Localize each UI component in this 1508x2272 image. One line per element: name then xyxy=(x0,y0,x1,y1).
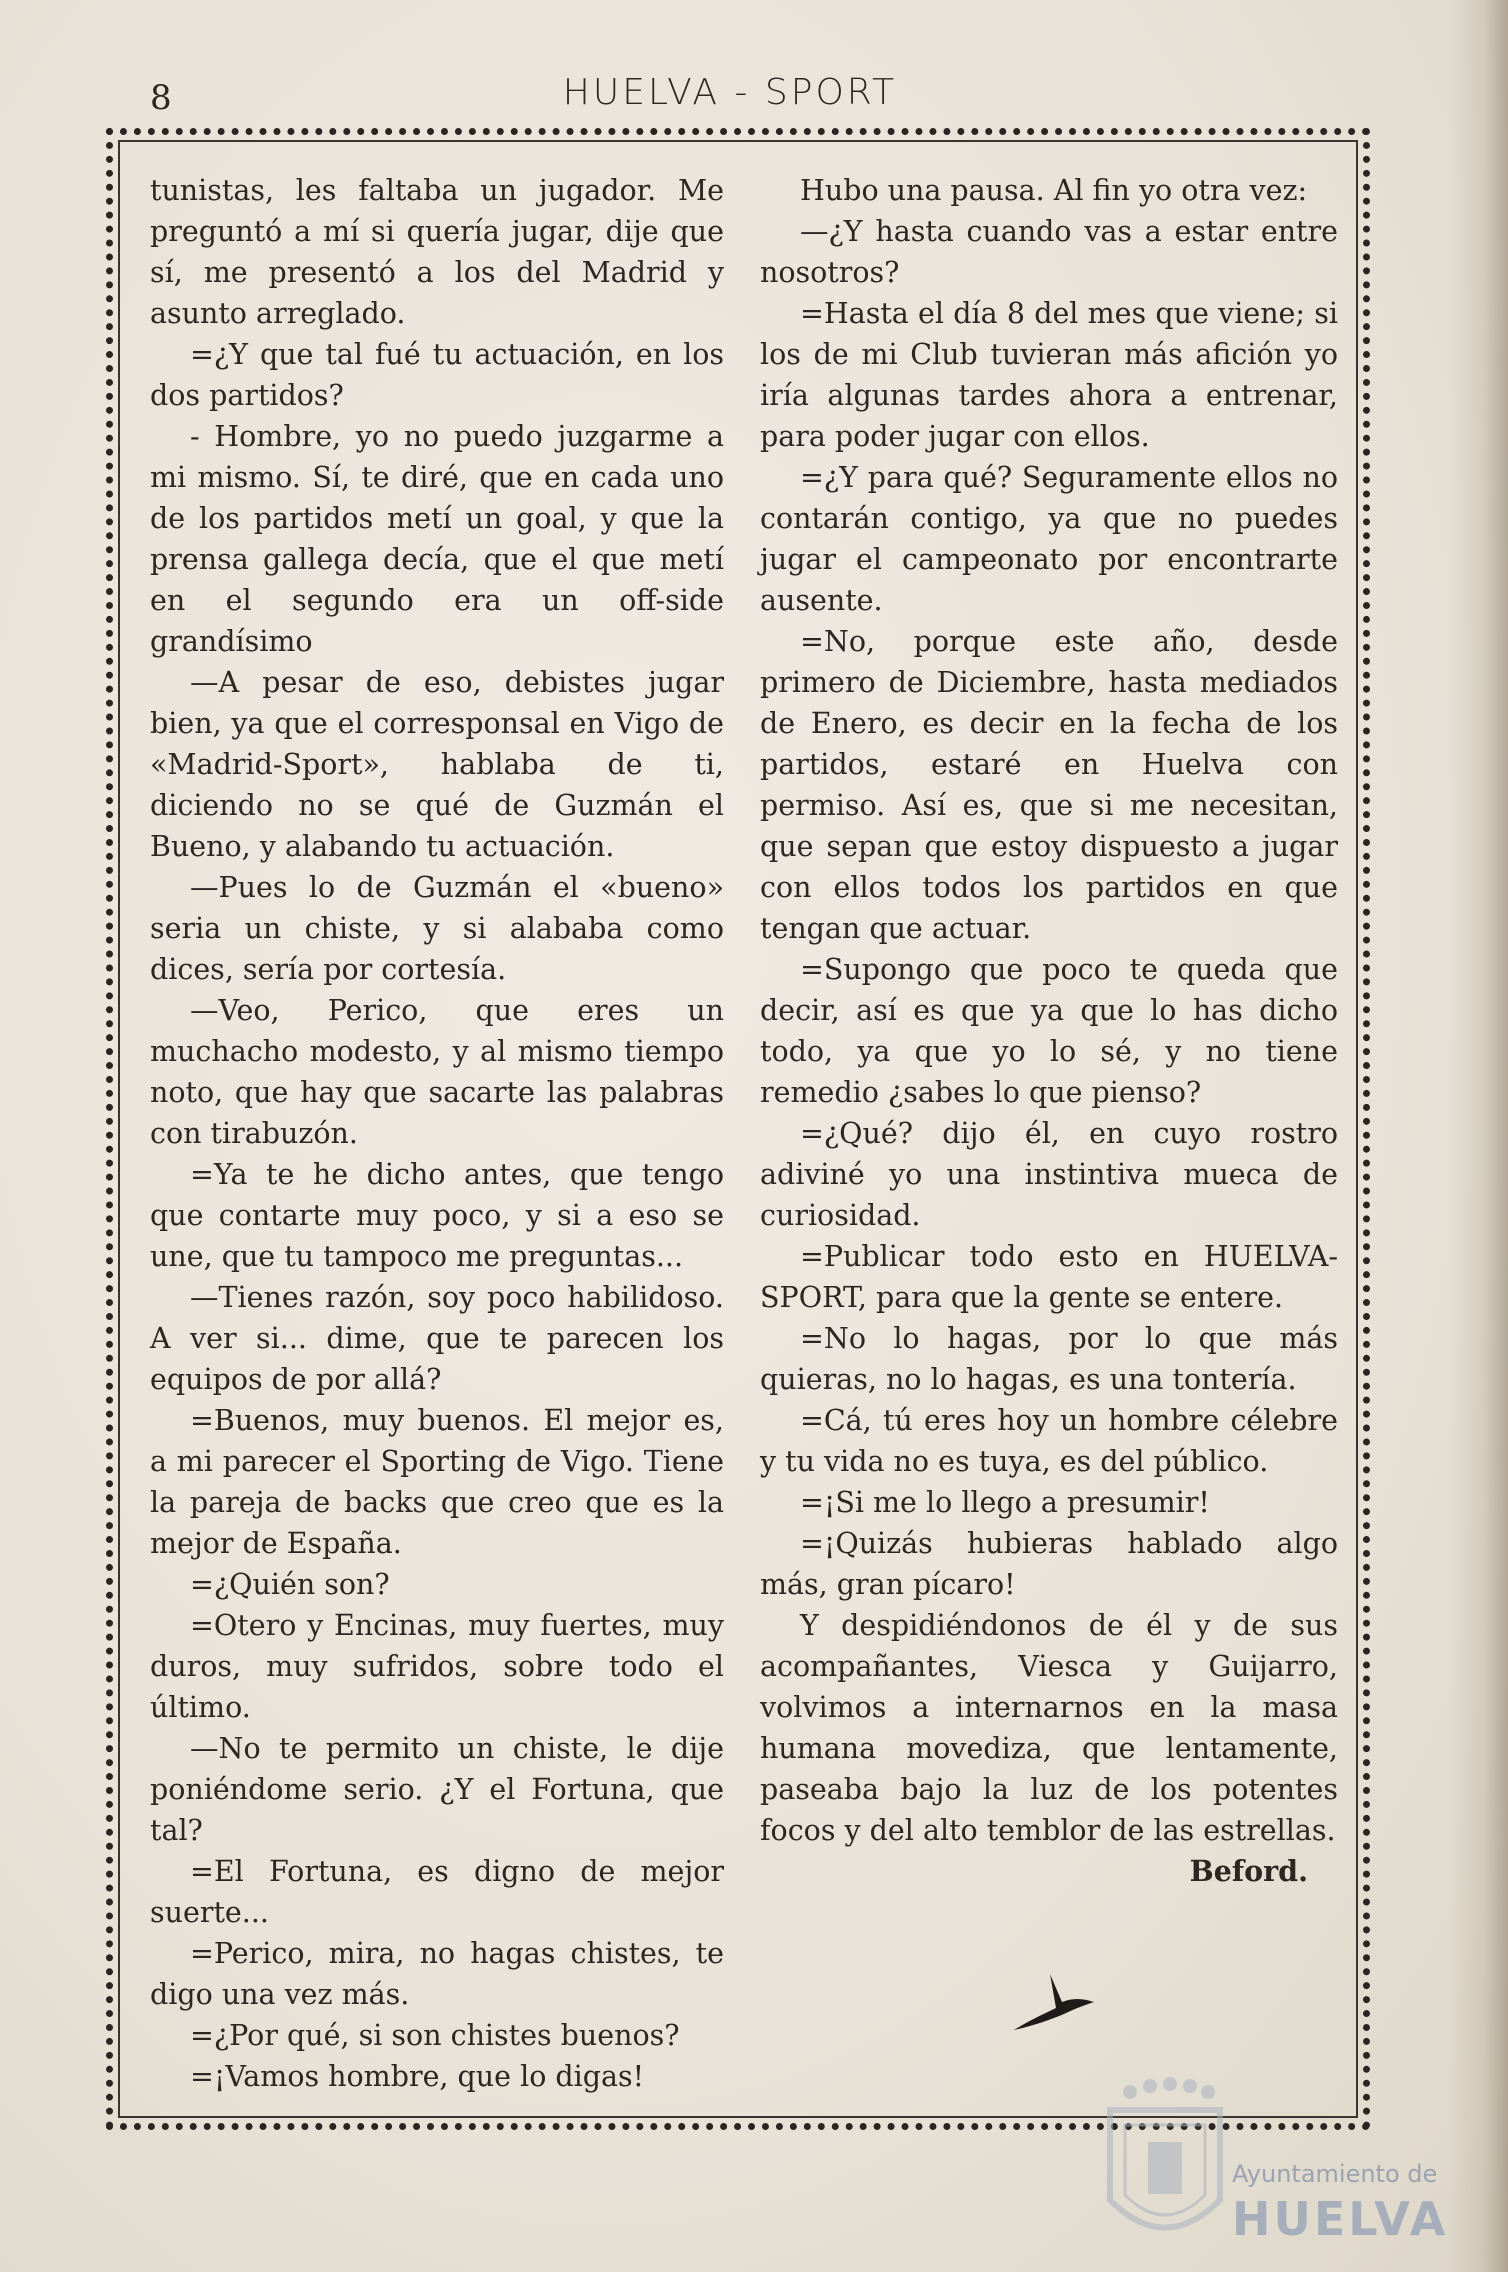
watermark-line2: HUELVA xyxy=(1232,2192,1449,2246)
paragraph: —Pues lo de Guzmán el «bueno» seria un chiste, y si alababa como dices, sería por cortesía. xyxy=(150,871,724,986)
left-column xyxy=(150,170,724,2097)
paragraph: Hubo una pausa. Al fin yo otra vez: xyxy=(800,174,1308,207)
page-edge-shadow xyxy=(1448,0,1508,2272)
paragraph: =¡Quizás hubieras hablado algo más, gran pícaro! xyxy=(760,1527,1338,1601)
paragraph: =Hasta el día 8 del mes que viene; si los de mi Club tuvieran más afición yo iría algunas tardes ahora a entrenar, para poder jugar con ellos. xyxy=(760,297,1338,453)
paragraph: =¡Vamos hombre, que lo digas! xyxy=(190,2060,645,2093)
watermark-line1: Ayuntamiento de xyxy=(1232,2160,1438,2188)
running-head: HUELVA - SPORT xyxy=(562,72,898,113)
paragraph: =No lo hagas, por lo que más quieras, no lo hagas, es una tontería. xyxy=(760,1322,1338,1396)
paragraph: —Veo, Perico, que eres un muchacho modesto, y al mismo tiempo noto, que hay que sacarte las palabras con tirabuzón. xyxy=(150,994,724,1150)
paragraph: =Supongo que poco te queda que decir, así es que ya que lo has dicho todo, ya que yo lo sé, y no tiene remedio ¿sabes lo que pienso? xyxy=(760,953,1338,1109)
paragraph: =¿Por qué, si son chistes buenos? xyxy=(190,2019,680,2052)
paragraph: =Otero y Encinas, muy fuertes, muy duros, muy sufridos, sobre todo el último. xyxy=(150,1609,724,1724)
paragraph: - Hombre, yo no puedo juzgarme a mi mismo. Sí, te diré, que en cada uno de los partidos metí un goal, y que la prensa gallega decía, que el que metí en el segundo era un off-side grandísimo xyxy=(150,420,724,658)
paragraph: =El Fortuna, es digno de mejor suerte... xyxy=(150,1855,724,1929)
paragraph: —No te permito un chiste, le dije poniéndome serio. ¿Y el Fortuna, que tal? xyxy=(150,1732,724,1847)
paragraph: =Publicar todo esto en HUELVA-SPORT, para que la gente se entere. xyxy=(760,1240,1338,1314)
paragraph: —¿Y hasta cuando vas a estar entre nosotros? xyxy=(760,215,1338,289)
paragraph: =Perico, mira, no hagas chistes, te digo una vez más. xyxy=(150,1937,724,2011)
page-number: 8 xyxy=(150,78,173,118)
paragraph: tunistas, les faltaba un jugador. Me preguntó a mí si quería jugar, dije que sí, me presentó a los del Madrid y asunto arreglado. xyxy=(150,174,724,330)
paragraph: =Ya te he dicho antes, que tengo que contarte muy poco, y si a eso se une, que tu tampoco me preguntas... xyxy=(150,1158,724,1273)
paragraph: =Buenos, muy buenos. El mejor es, a mi parecer el Sporting de Vigo. Tiene la pareja de backs que creo que es la mejor de España. xyxy=(150,1404,724,1560)
signature: Beford. xyxy=(1189,1854,1308,1888)
paragraph: =¿Quién son? xyxy=(190,1568,390,1601)
paragraph: =¿Qué? dijo él, en cuyo rostro adiviné yo una instintiva mueca de curiosidad. xyxy=(760,1117,1338,1232)
paragraph: =Cá, tú eres hoy un hombre célebre y tu vida no es tuya, es del público. xyxy=(760,1404,1338,1478)
paragraph: =¿Y que tal fué tu actuación, en los dos partidos? xyxy=(150,338,724,412)
paragraph: =No, porque este año, desde primero de Diciembre, hasta mediados de Enero, es decir en la fecha de los partidos, estaré en Huelva con permiso. Así es, que si me necesitan, que sepan que estoy dispuesto a jugar con ellos todos los partidos en que tengan que actuar. xyxy=(760,625,1338,945)
right-column xyxy=(760,170,1338,1892)
paragraph: =¡Si me lo llego a presumir! xyxy=(800,1486,1210,1519)
paragraph: —Tienes razón, soy poco habilidoso. A ver si... dime, que te parecen los equipos de por allá? xyxy=(150,1281,724,1396)
paragraph: —A pesar de eso, debistes jugar bien, ya que el corresponsal en Vigo de «Madrid-Sport», hablaba de ti, diciendo no se qué de Guzmán el Bueno, y alabando tu actuación. xyxy=(150,666,724,863)
paragraph: Y despidiéndonos de él y de sus acompañantes, Viesca y Guijarro, volvimos a internarnos en la masa humana movediza, que lentamente, paseaba bajo la luz de los potentes focos y del alto temblor de las estrellas. xyxy=(760,1609,1338,1847)
paragraph: =¿Y para qué? Seguramente ellos no contarán contigo, ya que no puedes jugar el campeonato por encontrarte ausente. xyxy=(760,461,1338,617)
bird-ornament-icon xyxy=(1010,1968,1096,2038)
